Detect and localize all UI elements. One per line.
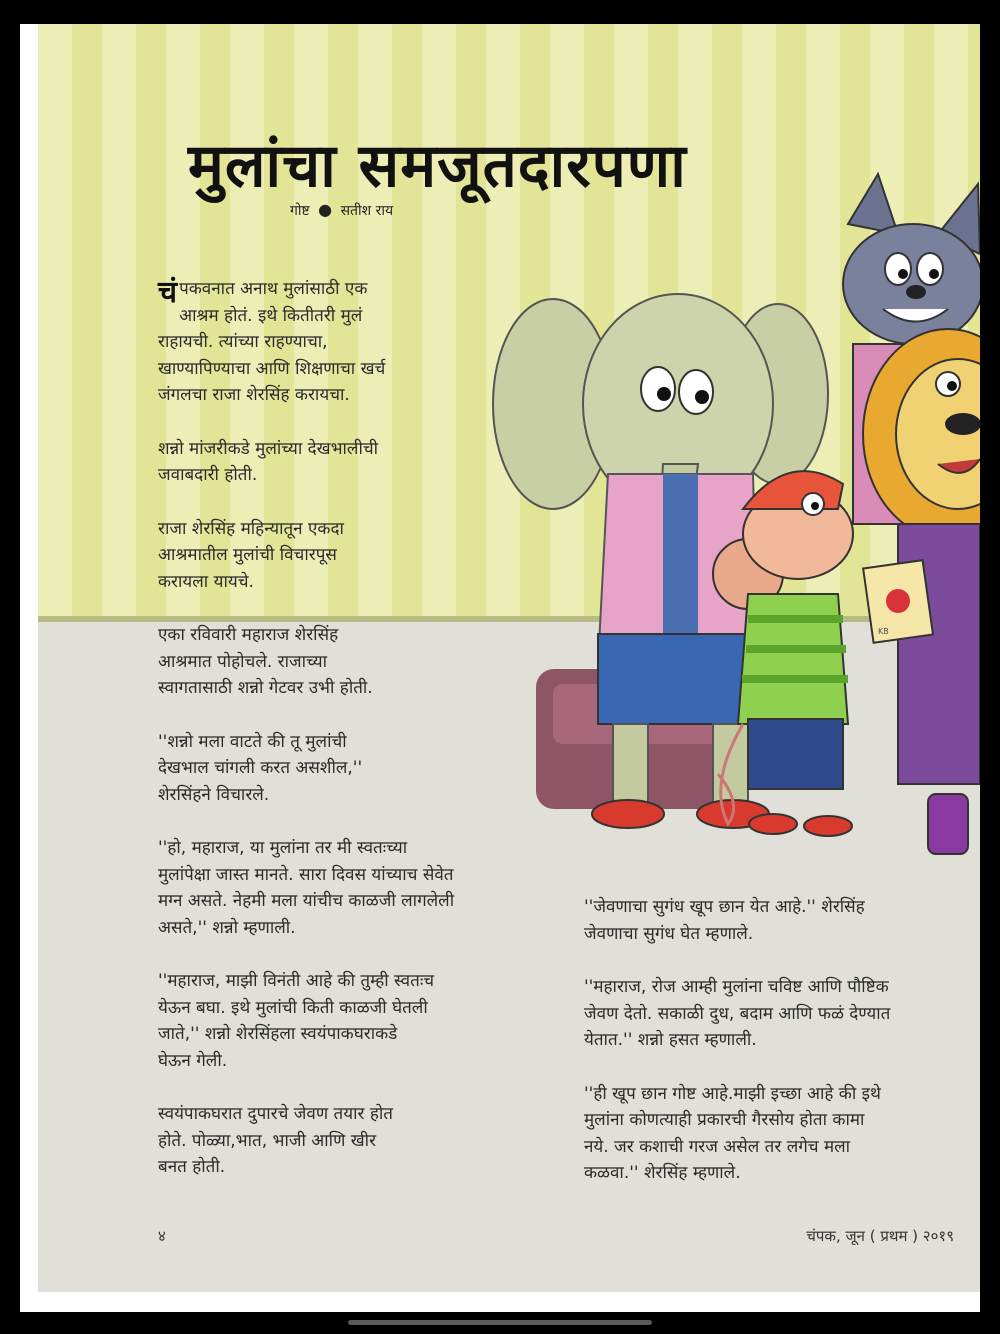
paragraph-10: ''महाराज, रोज आम्ही मुलांना चविष्ट आणि पौष्टिक जेवण देतो. सकाळी दुध, बदाम आणि फळं देण्यात येतात.'' शन्नो हसत म्हणाली. <box>584 977 891 1050</box>
page-number: ४ <box>158 1227 166 1245</box>
paragraph-11: ''ही खूप छान गोष्ट आहे.माझी इच्छा आहे की इथे मुलांना कोणत्याही प्रकारची गैरसोय होता कामा नये. जर कशाची गरज असेल तर लगेच मला कळवा.'' शेरसिंह म्हणाले. <box>584 1083 881 1183</box>
paragraph-8: स्वयंपाकघरात दुपारचे जेवण तयार होत होते. पोळ्या,भात, भाजी आणि खीर बनत होती. <box>158 1104 393 1177</box>
card-text: KB <box>878 627 889 636</box>
byline-genre: गोष्ट <box>290 203 310 219</box>
article-title: मुलांचा समजूतदारपणा <box>188 131 687 201</box>
paragraph-9: ''जेवणाचा सुगंध खूप छान येत आहे.'' शेरसिंह जेवणाचा सुगंध घेत म्हणाले. <box>584 897 865 944</box>
paragraph-1 <box>158 276 558 409</box>
drop-cap: चं <box>158 275 178 310</box>
magazine-page <box>38 24 980 1292</box>
home-indicator[interactable] <box>348 1320 652 1325</box>
byline-author: सतीश राय <box>340 203 394 219</box>
story-column-1 <box>158 276 558 1208</box>
page <box>20 24 980 1312</box>
paragraph-4: एका रविवारी महाराज शेरसिंह आश्रमात पोहोचले. राजाच्या स्वागतासाठी शन्नो गेटवर उभी होती. <box>158 625 373 698</box>
issue-info: चंपक, जून ( प्रथम ) २०१९ <box>806 1227 954 1245</box>
paragraph-6: ''हो, महाराज, या मुलांना तर मी स्वतःच्या मुलांपेक्षा जास्त मानते. सारा दिवस यांच्याच सेवेत मग्न असते. नेहमी मला यांचीच काळजी लागलेली असते,'' शन्नो म्हणाली. <box>158 838 455 938</box>
bullet-icon: ● <box>318 200 333 219</box>
byline <box>290 200 393 220</box>
paragraph-5: ''शन्नो मला वाटते की तू मुलांची देखभाल चांगली करत असशील,'' शेरसिंहने विचारले. <box>158 731 363 805</box>
paragraph-7: ''महाराज, माझी विनंती आहे की तुम्ही स्वतःच येऊन बघा. इथे मुलांची किती काळजी घेतली जाते,'' शन्नो शेरसिंहला स्वयंपाकघराकडे घेऊन गेली. <box>158 971 435 1071</box>
paragraph-1-text: पकवनात अनाथ मुलांसाठी एक आश्रम होतं. इथे कितीतरी मुलं राहायची. त्यांच्या राहण्याचा, खाण्यापिण्याचा आणि शिक्षणाचा खर्च जंगलचा राजा शेरसिंह करायचा. <box>158 279 386 405</box>
paragraph-3: राजा शेरसिंह महिन्यातून एकदा आश्रमातील मुलांची विचारपूस करायला यायचे. <box>158 518 344 592</box>
story-column-2 <box>584 894 964 1214</box>
paragraph-2: शन्नो मांजरीकडे मुलांच्या देखभालीची जवाबदारी होती. <box>158 438 379 485</box>
